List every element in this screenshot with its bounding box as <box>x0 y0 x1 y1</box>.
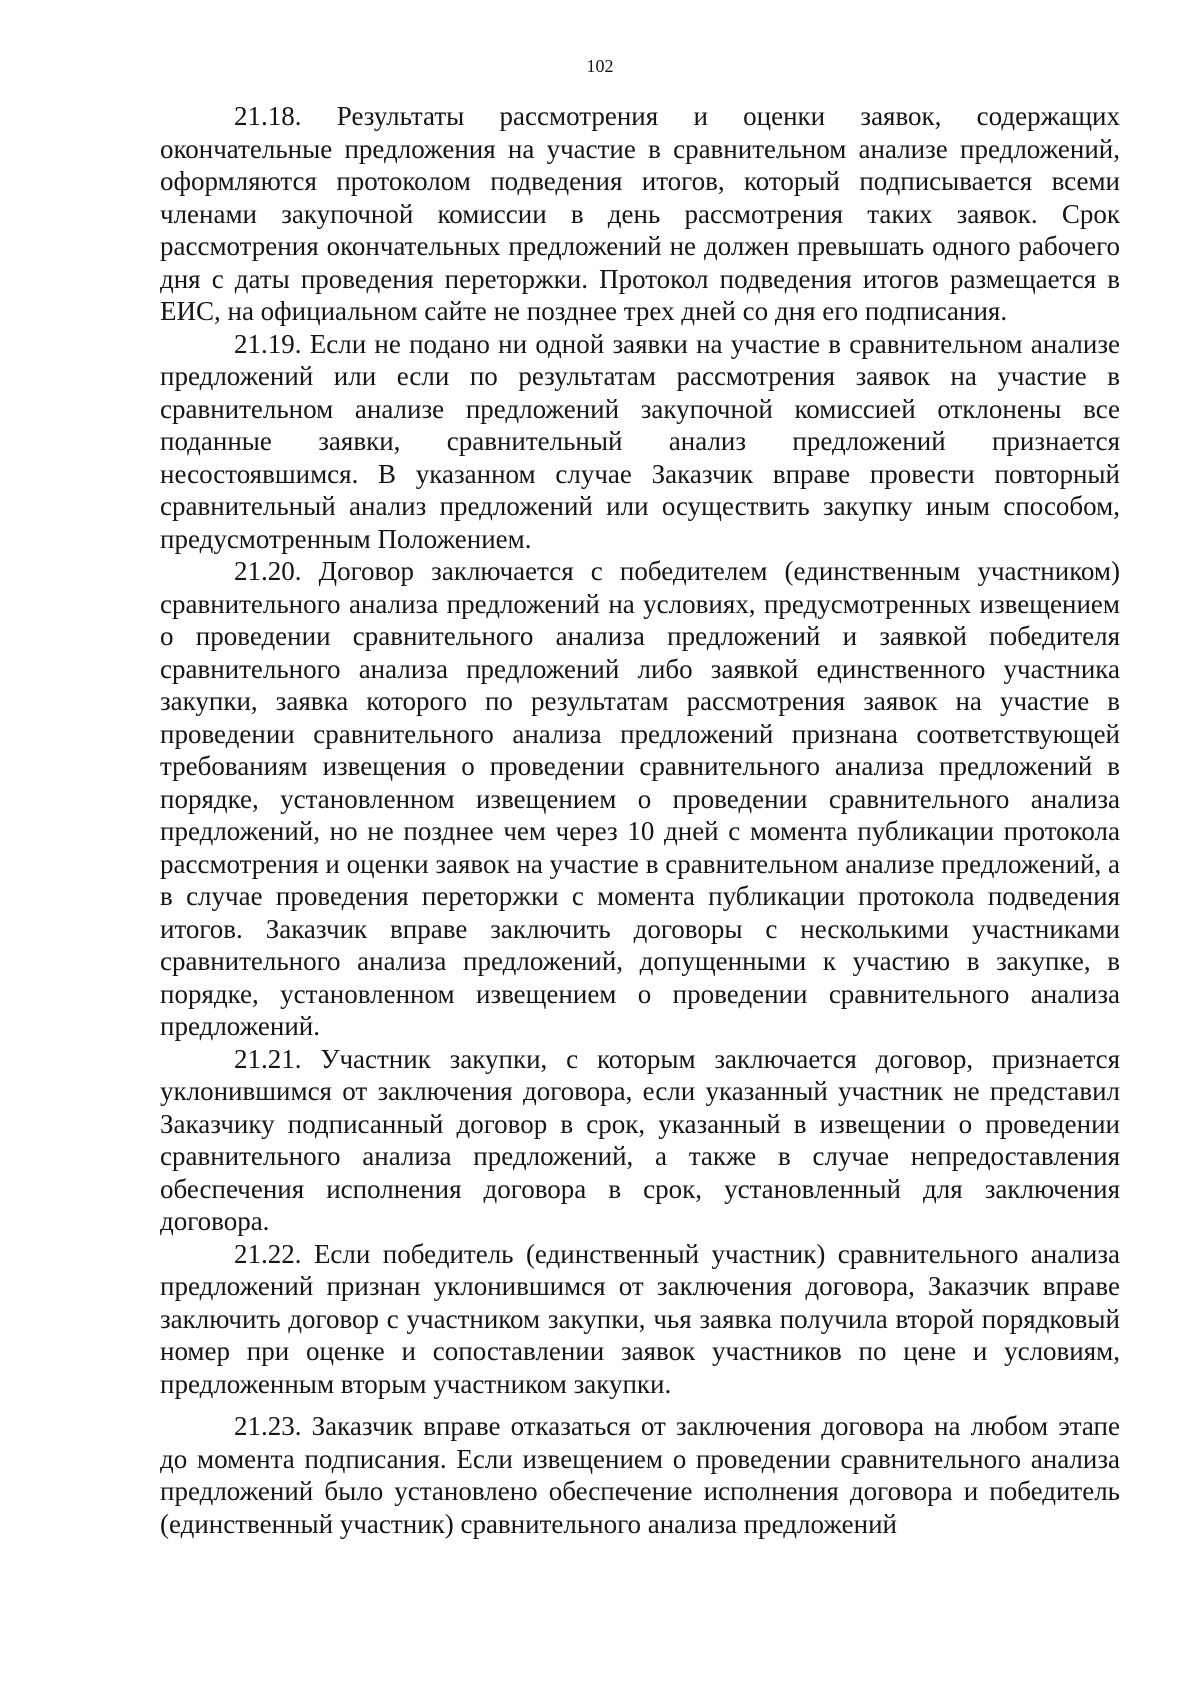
paragraph-21-21: 21.21. Участник закупки, с которым заключается договор, признается уклонившимся от заключения договора, если указанный участник не представил Заказчику подписанный договор в срок, указанный в извещении о проведении сравнительного анализа предложений, а также в случае непредоставления обеспечения исполнения договора в срок, установленный для заключения договора. <box>160 1043 1120 1236</box>
paragraph-21-23: 21.23. Заказчик вправе отказаться от заключения договора на любом этапе до момента подписания. Если извещением о проведении сравнительного анализа предложений было установлено обеспечение исполнения договора и победитель (единственный участник) сравнительного анализа предложений <box>160 1411 1120 1539</box>
page-number: 102 <box>586 56 614 76</box>
paragraph-21-22: 21.22. Если победитель (единственный участник) сравнительного анализа предложений признан уклонившимся от заключения договора, Заказчик вправе заключить договор с участником закупки, чья заявка получила второй порядковый номер при оценке и сопоставлении заявок участников по цене и условиям, предложенным вторым участником закупки. <box>160 1238 1120 1399</box>
paragraph-21-20: 21.20. Договор заключается с победителем (единственным участником) сравнительного анализа предложений на условиях, предусмотренных извещением о проведении сравнительного анализа предложений и заявкой победителя сравнительного анализа предложений либо заявкой единственного участника закупки, заявка которого по результатам рассмотрения заявок на участие в проведении сравнительного анализа предложений признана соответствующей требованиям извещения о проведении сравнительного анализа предложений в порядке, установленном извещением о проведении сравнительного анализа предложений, но не позднее чем через 10 дней с момента публикации протокола рассмотрения и оценки заявок на участие в сравнительном анализе предложений, а в случае проведения переторжки с момента публикации протокола подведения итогов. Заказчик вправе заключить договоры с несколькими участниками сравнительного анализа предложений, допущенными к участию в закупке, в порядке, установленном извещением о проведении сравнительного анализа предложений. <box>160 556 1120 1041</box>
document-body <box>160 100 1120 1540</box>
paragraph-21-18: 21.18. Результаты рассмотрения и оценки заявок, содержащих окончательные предложения на участие в сравнительном анализе предложений, оформляются протоколом подведения итогов, который подписывается всеми членами закупочной комиссии в день рассмотрения таких заявок. Срок рассмотрения окончательных предложений не должен превышать одного рабочего дня с даты проведения переторжки. Протокол подведения итогов размещается в ЕИС, на официальном сайте не позднее трех дней со дня его подписания. <box>160 101 1120 326</box>
paragraph-21-19: 21.19. Если не подано ни одной заявки на участие в сравнительном анализе предложений или если по результатам рассмотрения заявок на участие в сравнительном анализе предложений закупочной комиссией отклонены все поданные заявки, сравнительный анализ предложений признается несостоявшимся. В указанном случае Заказчик вправе провести повторный сравнительный анализ предложений или осуществить закупку иным способом, предусмотренным Положением. <box>160 328 1120 554</box>
